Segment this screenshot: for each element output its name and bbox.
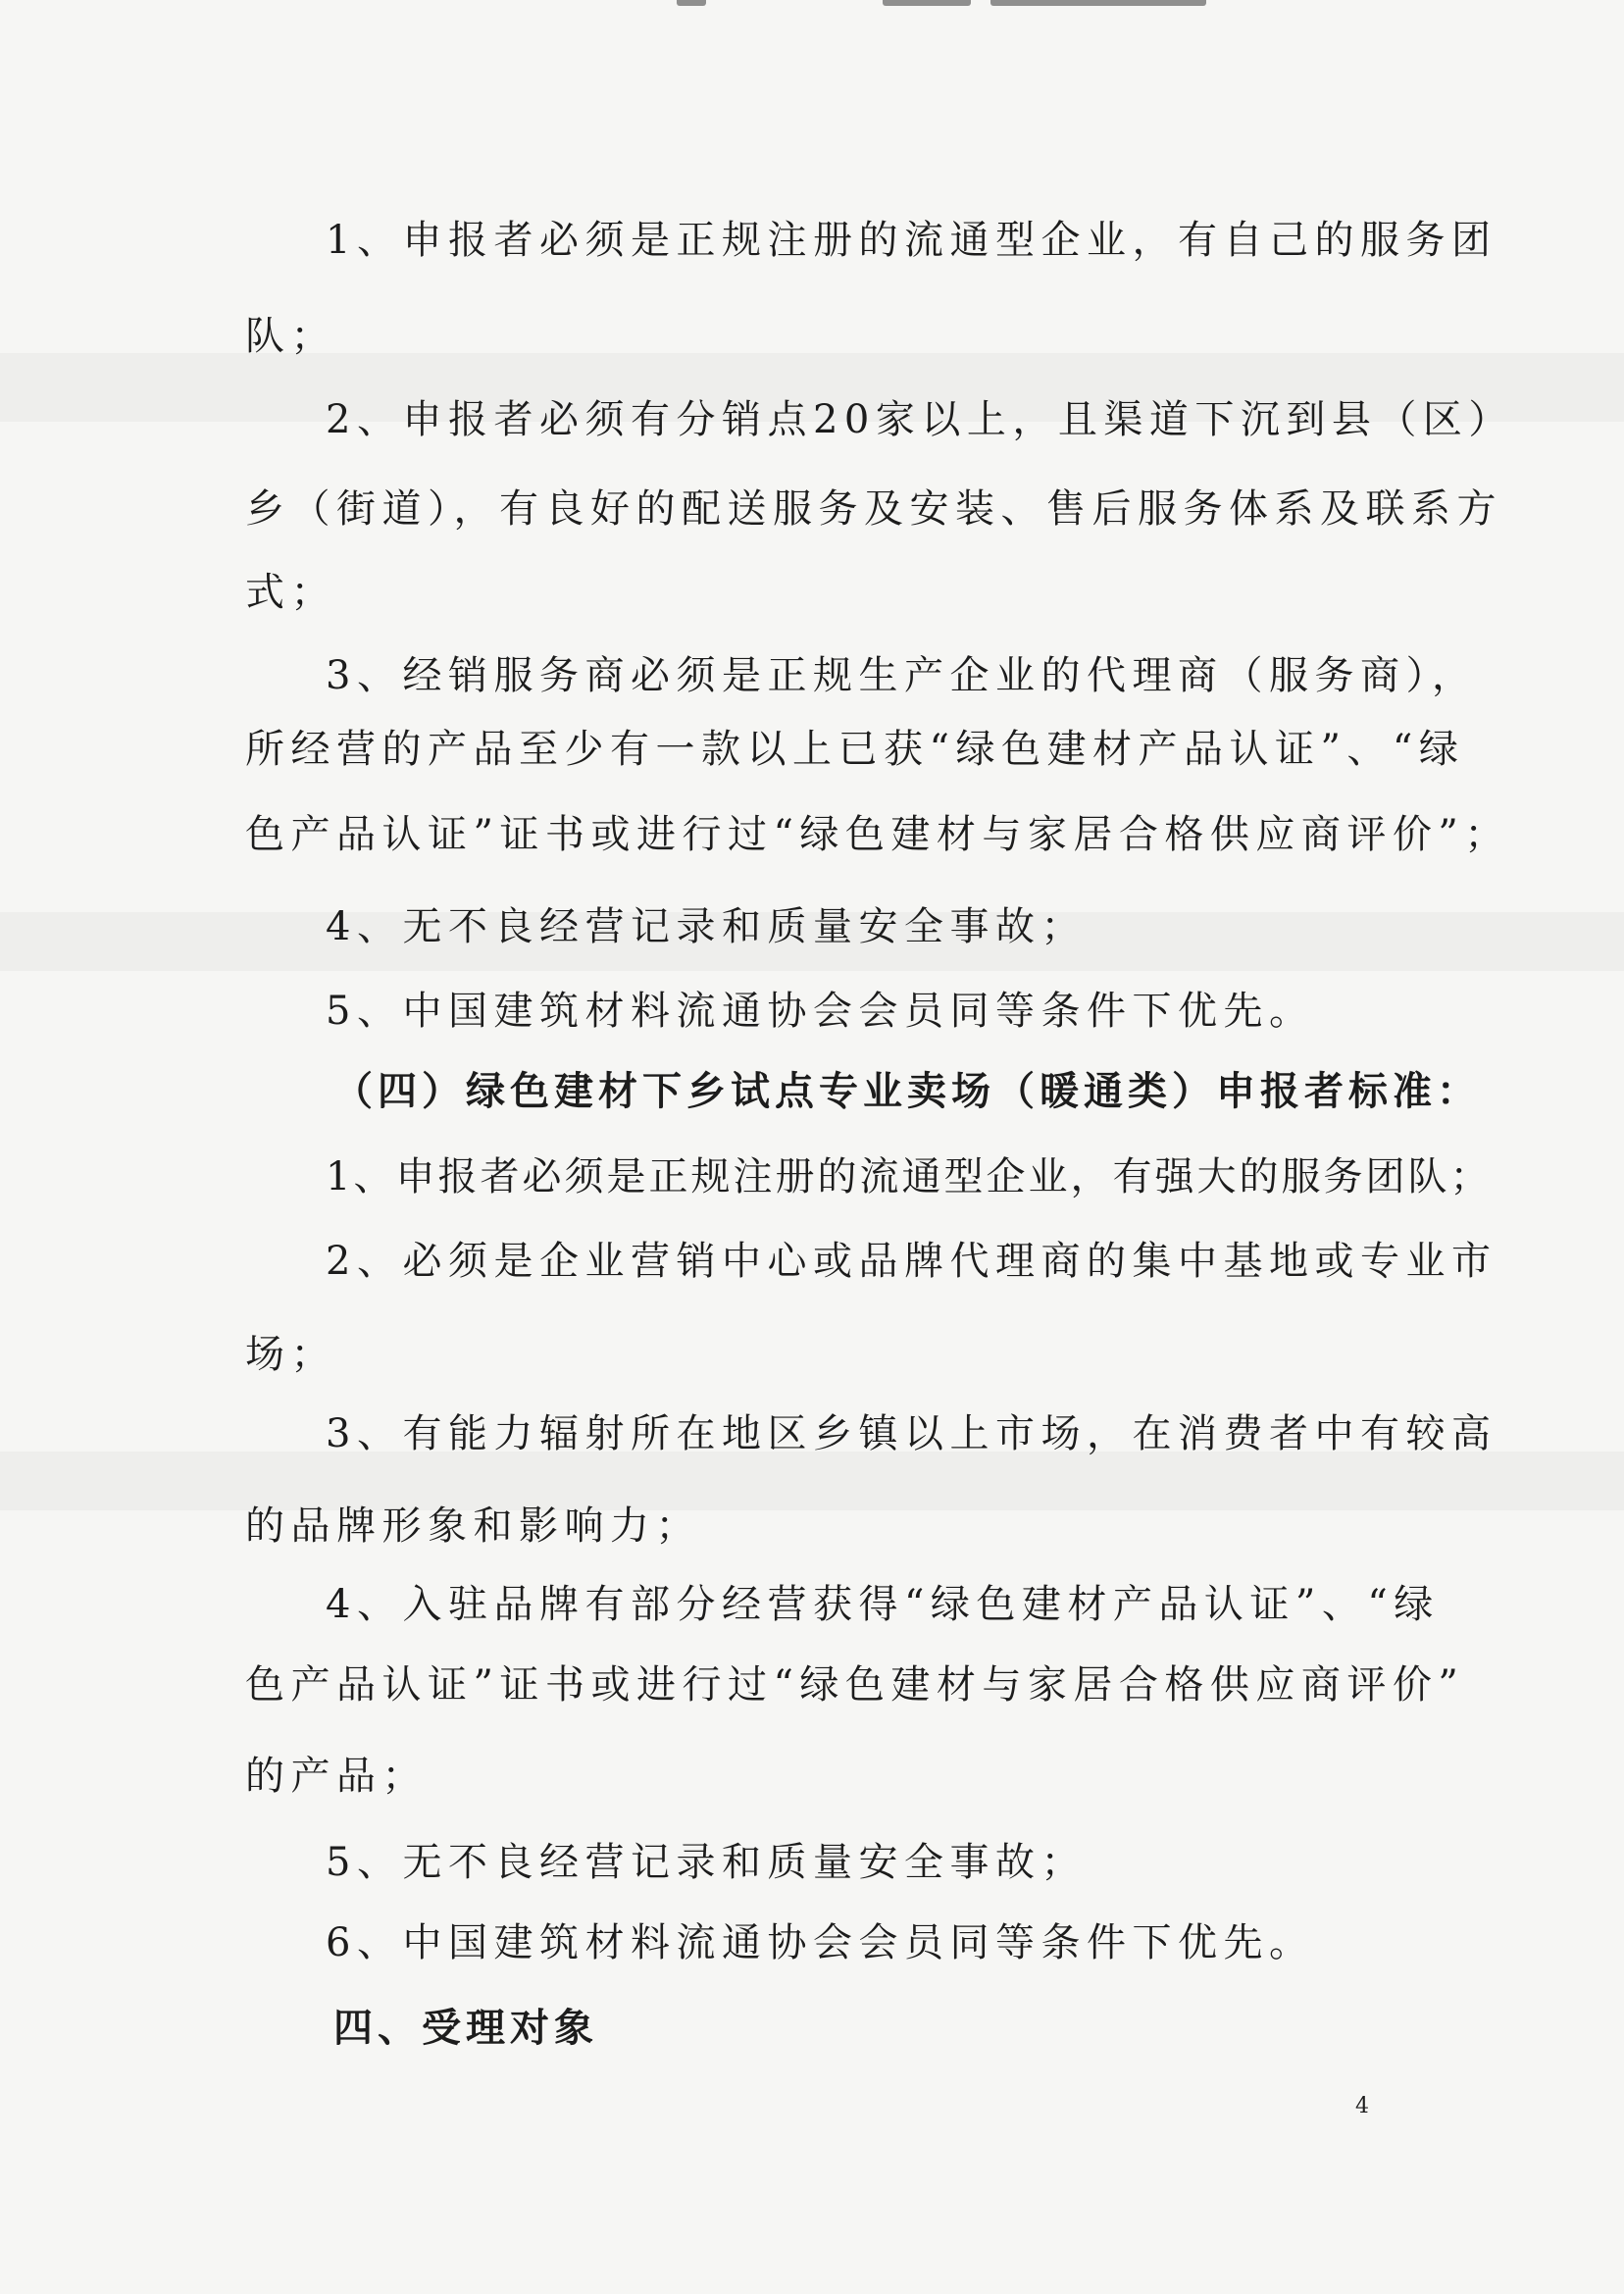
paragraph-line: 的品牌形象和影响力； — [245, 1504, 701, 1549]
paragraph-line: 3、经销服务商必须是正规生产企业的代理商（服务商）， — [326, 653, 1478, 698]
paragraph-line: 场； — [245, 1332, 336, 1377]
paragraph-line: 5、无不良经营记录和质量安全事故； — [326, 1840, 1087, 1885]
section-heading: 四、受理对象 — [333, 2006, 598, 2051]
paragraph-line: 色产品认证”证书或进行过“绿色建材与家居合格供应商评价” — [245, 1662, 1465, 1708]
paragraph-line: 2、申报者必须有分销点20家以上，且渠道下沉到县（区） — [326, 397, 1514, 442]
paragraph-line: 乡（街道），有良好的配送服务及安装、售后服务体系及联系方 — [245, 486, 1502, 532]
paragraph-line: 2、必须是企业营销中心或品牌代理商的集中基地或专业市 — [326, 1239, 1497, 1284]
paragraph-line: 4、无不良经营记录和质量安全事故； — [326, 904, 1087, 949]
paragraph-line: 5、中国建筑材料流通协会会员同等条件下优先。 — [326, 989, 1315, 1034]
paragraph-line: 1、申报者必须是正规注册的流通型企业，有自己的服务团 — [326, 218, 1497, 263]
paragraph-line: 队； — [245, 314, 336, 359]
section-heading: （四）绿色建材下乡试点专业卖场（暖通类）申报者标准： — [333, 1069, 1481, 1114]
page-number: 4 — [1355, 2094, 1369, 2118]
paragraph-line: 3、有能力辐射所在地区乡镇以上市场，在消费者中有较高 — [326, 1411, 1497, 1456]
header-remnant — [677, 0, 1226, 8]
paragraph-line: 所经营的产品至少有一款以上已获“绿色建材产品认证”、“绿 — [245, 727, 1465, 772]
paragraph-line: 6、中国建筑材料流通协会会员同等条件下优先。 — [326, 1920, 1315, 1965]
paragraph-line: 的产品； — [245, 1754, 428, 1799]
paragraph-line: 式； — [245, 570, 336, 615]
paragraph-line: 4、入驻品牌有部分经营获得“绿色建材产品认证”、“绿 — [326, 1582, 1440, 1627]
paragraph-line: 色产品认证”证书或进行过“绿色建材与家居合格供应商评价”； — [245, 812, 1510, 857]
paragraph-line: 1、申报者必须是正规注册的流通型企业，有强大的服务团队； — [326, 1154, 1493, 1199]
